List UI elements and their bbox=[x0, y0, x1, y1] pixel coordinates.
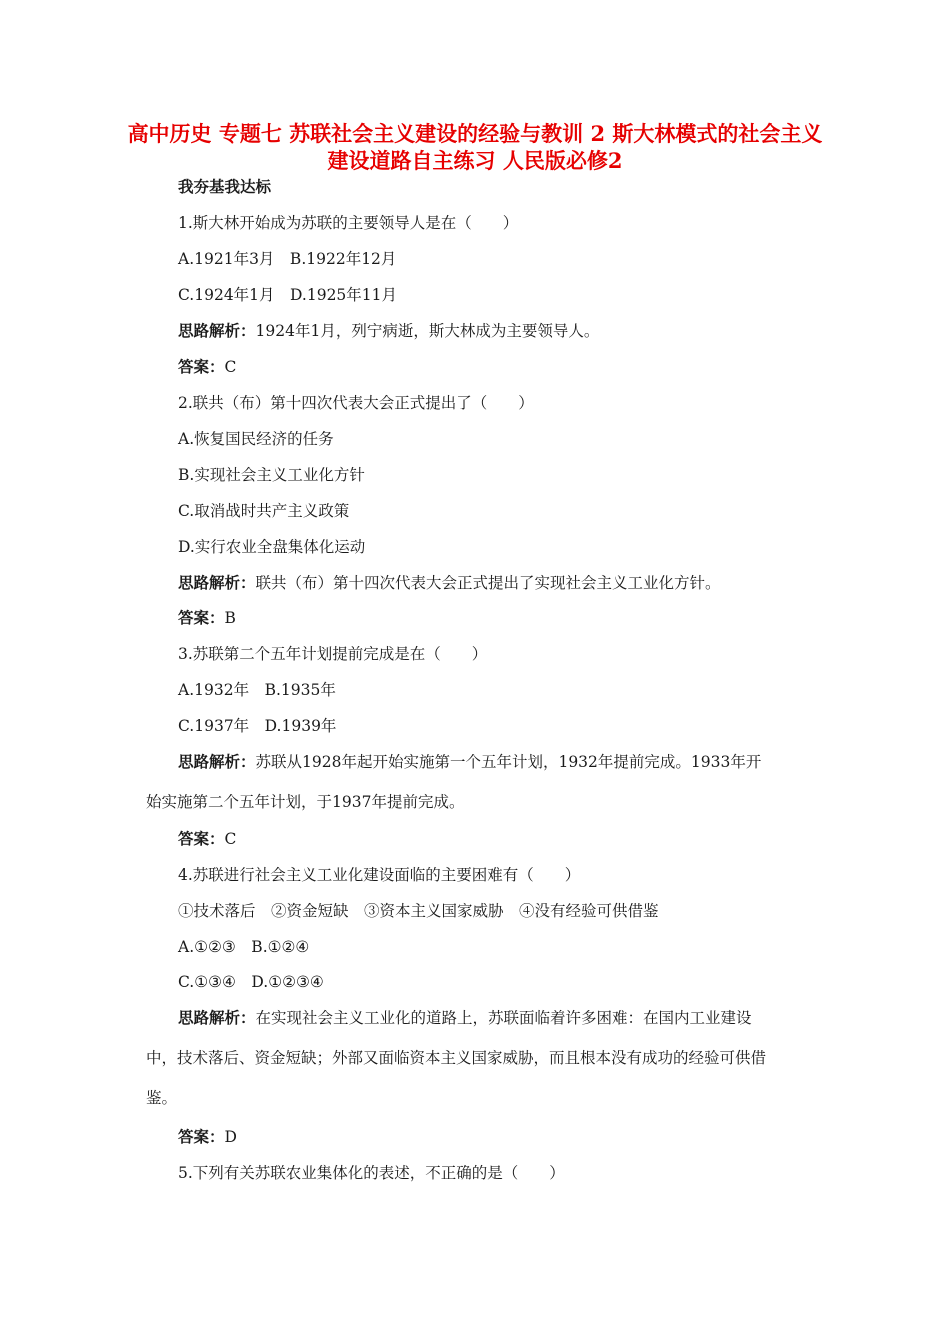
answer-value: C bbox=[224, 358, 237, 376]
question-2-option-d: D.实行农业全盘集体化运动 bbox=[178, 538, 366, 556]
question-3-options-row-2: C.1937年 D.1939年 bbox=[178, 717, 337, 735]
analysis-label: 思路解析： bbox=[178, 1008, 256, 1027]
question-3-answer bbox=[178, 828, 236, 850]
answer-label: 答案： bbox=[178, 357, 225, 376]
document-title: 高中历史 专题七 苏联社会主义建设的经验与教训 2 斯大林模式的社会主义建设道路自主练习 人民版必修2 bbox=[127, 121, 823, 173]
question-3-options-row-1: A.1932年 B.1935年 bbox=[178, 681, 336, 699]
question-2-analysis bbox=[178, 572, 721, 594]
question-2-option-c: C.取消战时共产主义政策 bbox=[178, 502, 350, 520]
answer-value: D bbox=[224, 1128, 237, 1146]
analysis-text: 联共（布）第十四次代表大会正式提出了实现社会主义工业化方针。 bbox=[255, 574, 721, 592]
question-4-options-row-2: C.①③④ D.①②③④ bbox=[178, 973, 324, 991]
question-4-options-row-1: A.①②③ B.①②④ bbox=[178, 938, 310, 956]
question-3-analysis bbox=[146, 742, 774, 822]
answer-label: 答案： bbox=[178, 829, 225, 848]
question-1-options-row-2: C.1924年1月 D.1925年11月 bbox=[178, 286, 398, 304]
answer-value: C bbox=[224, 830, 237, 848]
question-4-stem: 4.苏联进行社会主义工业化建设面临的主要困难有（ ） bbox=[178, 866, 581, 884]
question-1-stem: 1.斯大林开始成为苏联的主要领导人是在（ ） bbox=[178, 214, 519, 232]
question-1-options-row-1: A.1921年3月 B.1922年12月 bbox=[178, 250, 397, 268]
analysis-label: 思路解析： bbox=[178, 752, 256, 771]
question-1-answer bbox=[178, 356, 236, 378]
question-4-analysis bbox=[146, 998, 774, 1118]
section-heading: 我夯基我达标 bbox=[178, 177, 272, 196]
question-2-option-a: A.恢复国民经济的任务 bbox=[178, 430, 334, 448]
analysis-label: 思路解析： bbox=[178, 321, 256, 340]
question-1-analysis bbox=[178, 320, 599, 342]
question-2-option-b: B.实现社会主义工业化方针 bbox=[178, 466, 365, 484]
analysis-text: 在实现社会主义工业化的道路上，苏联面临着许多困难：在国内工业建设中，技术落后、资金短缺；外部又面临资本主义国家威胁，而且根本没有成功的经验可供借鉴。 bbox=[146, 1009, 767, 1107]
analysis-text: 1924年1月，列宁病逝，斯大林成为主要领导人。 bbox=[255, 322, 600, 340]
question-2-stem: 2.联共（布）第十四次代表大会正式提出了（ ） bbox=[178, 394, 534, 412]
answer-label: 答案： bbox=[178, 608, 225, 627]
question-4-answer bbox=[178, 1126, 237, 1148]
question-5-stem: 5.下列有关苏联农业集体化的表述，不正确的是（ ） bbox=[178, 1164, 565, 1182]
question-4-items: ①技术落后 ②资金短缺 ③资本主义国家威胁 ④没有经验可供借鉴 bbox=[178, 902, 659, 920]
question-3-stem: 3.苏联第二个五年计划提前完成是在（ ） bbox=[178, 645, 488, 663]
analysis-text: 苏联从1928年起开始实施第一个五年计划，1932年提前完成。1933年开始实施第二个五年计划，于1937年提前完成。 bbox=[146, 753, 762, 811]
answer-value: B bbox=[224, 609, 236, 627]
answer-label: 答案： bbox=[178, 1127, 225, 1146]
question-2-answer bbox=[178, 607, 236, 629]
analysis-label: 思路解析： bbox=[178, 573, 256, 592]
